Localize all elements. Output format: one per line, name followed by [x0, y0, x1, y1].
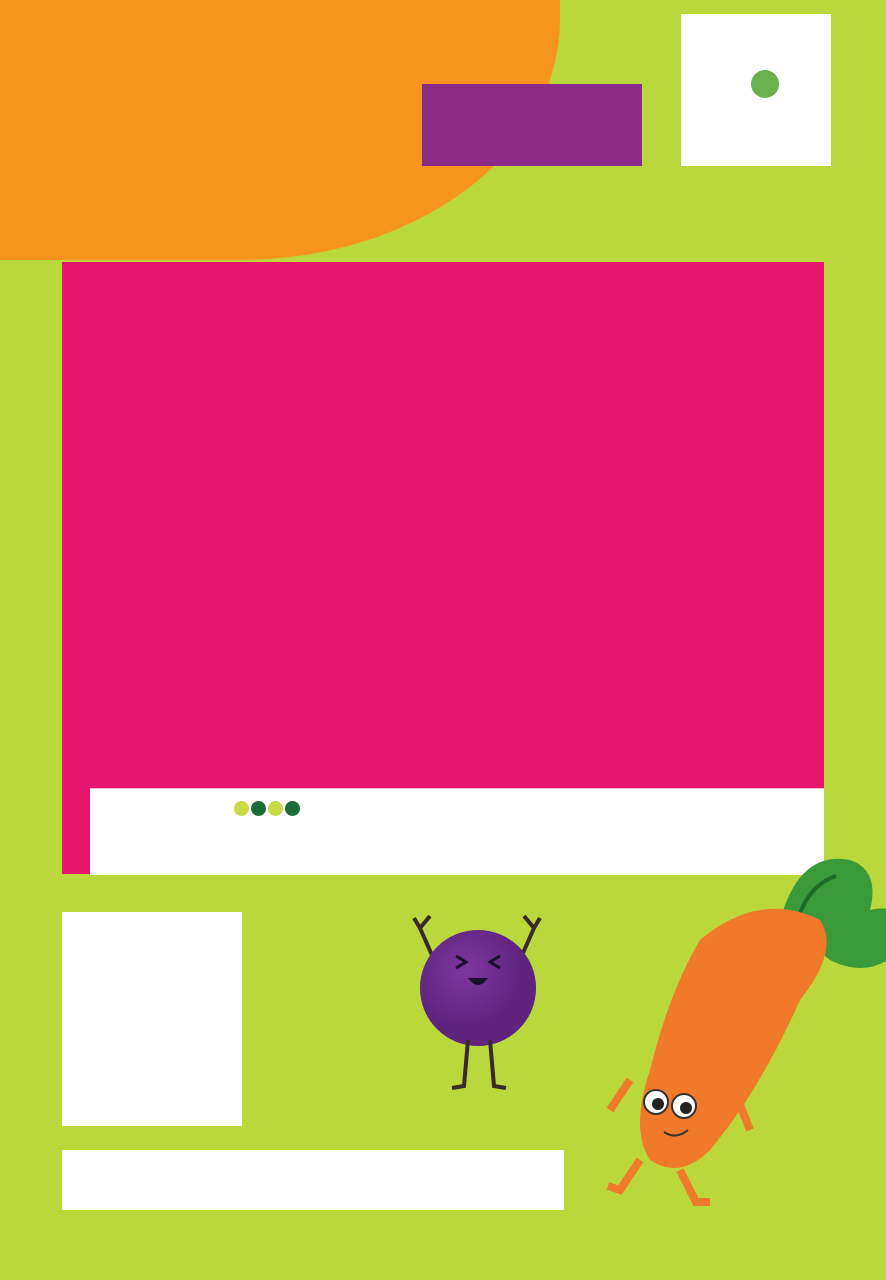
partner-logos — [62, 1150, 564, 1210]
vegan-icon — [94, 1028, 118, 1052]
key-vegetarian — [94, 984, 124, 1008]
carrot-character-illustration — [600, 830, 886, 1210]
day-header-row — [90, 262, 824, 292]
key-new-dish — [94, 1078, 124, 1102]
vegetarian-icon — [94, 984, 118, 1008]
menu-grid — [90, 262, 824, 292]
week-badge — [422, 84, 642, 166]
key-vegan — [94, 1028, 214, 1052]
food-smart-logo — [681, 14, 831, 166]
menu-key — [62, 912, 242, 1126]
menu-table — [62, 262, 824, 874]
plum-character-illustration — [412, 908, 542, 1098]
new-dish-icon — [94, 1078, 118, 1102]
logo-be-more — [751, 70, 779, 98]
available-daily-text — [232, 799, 802, 817]
